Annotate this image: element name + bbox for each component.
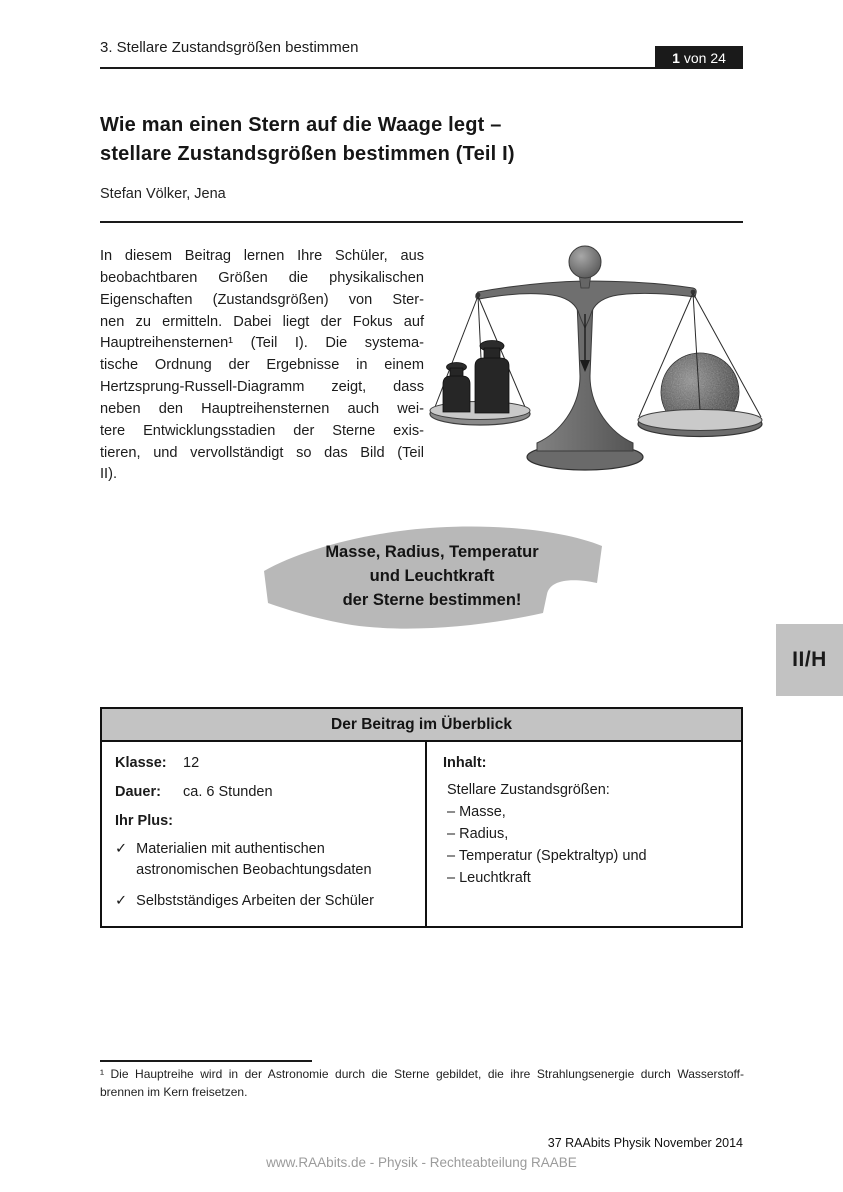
- overview-left-cell: [102, 742, 427, 926]
- footnote: [100, 1066, 744, 1101]
- check-icon: ✓: [115, 841, 128, 857]
- check-icon: ✓: [115, 893, 128, 909]
- overview-table-title: Der Beitrag im Überblick: [102, 709, 741, 742]
- balance-scale-illustration: [423, 236, 763, 484]
- dauer-row: [115, 784, 415, 800]
- overview-table: [100, 707, 743, 928]
- inhalt-item: – Masse,: [447, 804, 506, 820]
- inhalt-item: – Radius,: [447, 826, 509, 842]
- intro-line: tieren, und vervollständigt so das Bild (Teil: [100, 444, 424, 461]
- plus-item: [115, 891, 415, 912]
- footer-issue-info: 37 RAAbits Physik November 2014: [547, 1136, 743, 1150]
- banner-text: [256, 540, 608, 612]
- inhalt-item: – Temperatur (Spektraltyp) und: [447, 848, 647, 864]
- plus-label: Ihr Plus:: [115, 813, 174, 829]
- klasse-label: Klasse:: [115, 755, 167, 771]
- header-divider: [100, 67, 743, 69]
- intro-line: In diesem Beitrag lernen Ihre Schüler, aus: [100, 248, 424, 264]
- page-title-line1: Wie man einen Stern auf die Waage legt –: [100, 114, 502, 136]
- overview-right-cell: [427, 742, 741, 926]
- intro-line: II).: [100, 466, 118, 483]
- plus-item: [115, 839, 415, 881]
- author-divider: [100, 221, 743, 223]
- intro-line: Eigenschaften (Zustandsgrößen) von Ster-: [100, 291, 424, 308]
- intro-line: Hauptreihensternen¹ (Teil I). Die systema-: [100, 335, 424, 352]
- footnote-line2: brennen im Kern freisetzen.: [100, 1084, 248, 1099]
- banner-line1: Masse, Radius, Temperatur: [325, 543, 539, 561]
- footer-copyright: www.RAAbits.de - Physik - Rechteabteilung RAABE: [266, 1155, 577, 1170]
- beam-left-tip: [476, 293, 481, 298]
- intro-line: tische Ordnung der Ergebnisse in einem: [100, 357, 424, 374]
- author-name: Stefan Völker, Jena: [100, 186, 226, 202]
- page-number-badge: [655, 46, 743, 69]
- weights-icon: [443, 341, 509, 414]
- inhalt-item: – Leuchtkraft: [447, 870, 531, 886]
- intro-line: Hertzsprung-Russell-Diagramm zeigt, dass: [100, 379, 424, 396]
- page-title-line2: stellare Zustandsgrößen bestimmen (Teil I): [100, 143, 515, 165]
- page-number-total: von 24: [683, 49, 726, 66]
- section-tab-badge: II/H: [776, 624, 843, 696]
- plus-item-text: Materialien mit authentischen astronomischen Beobachtungsdaten: [136, 841, 372, 878]
- banner-ribbon: [256, 519, 608, 637]
- klasse-row: [115, 755, 415, 771]
- intro-paragraph: [100, 246, 424, 486]
- footnote-divider: [100, 1060, 312, 1062]
- intro-line: neben den Hauptreihensternen auch wei-: [100, 400, 424, 417]
- intro-line: tere Entwicklungsstadien der Sterne exis-: [100, 422, 424, 439]
- footnote-line1: ¹ Die Hauptreihe wird in der Astronomie durch die Sterne gebildet, die ihre Strahlungsenergie durch Wasserstoff-: [100, 1067, 744, 1081]
- page-title: [100, 111, 700, 169]
- dauer-label: Dauer:: [115, 784, 161, 800]
- inhalt-label: Inhalt:: [443, 755, 487, 771]
- inhalt-intro: Stellare Zustandsgrößen:: [447, 782, 610, 798]
- intro-line: beobachtbaren Größen die physikalischen: [100, 269, 424, 286]
- header-section-title: 3. Stellare Zustandsgrößen bestimmen: [100, 39, 359, 56]
- right-pan: [638, 410, 762, 437]
- klasse-value: 12: [183, 755, 200, 771]
- intro-line: nen zu ermitteln. Dabei liegt der Fokus auf: [100, 313, 424, 330]
- dauer-value: ca. 6 Stunden: [183, 784, 273, 800]
- banner-line2: und Leuchtkraft: [369, 567, 495, 585]
- banner-line3: der Sterne bestimmen!: [342, 591, 522, 609]
- plus-item-text: Selbstständiges Arbeiten der Schüler: [136, 893, 374, 909]
- page-number-current: 1: [672, 49, 680, 66]
